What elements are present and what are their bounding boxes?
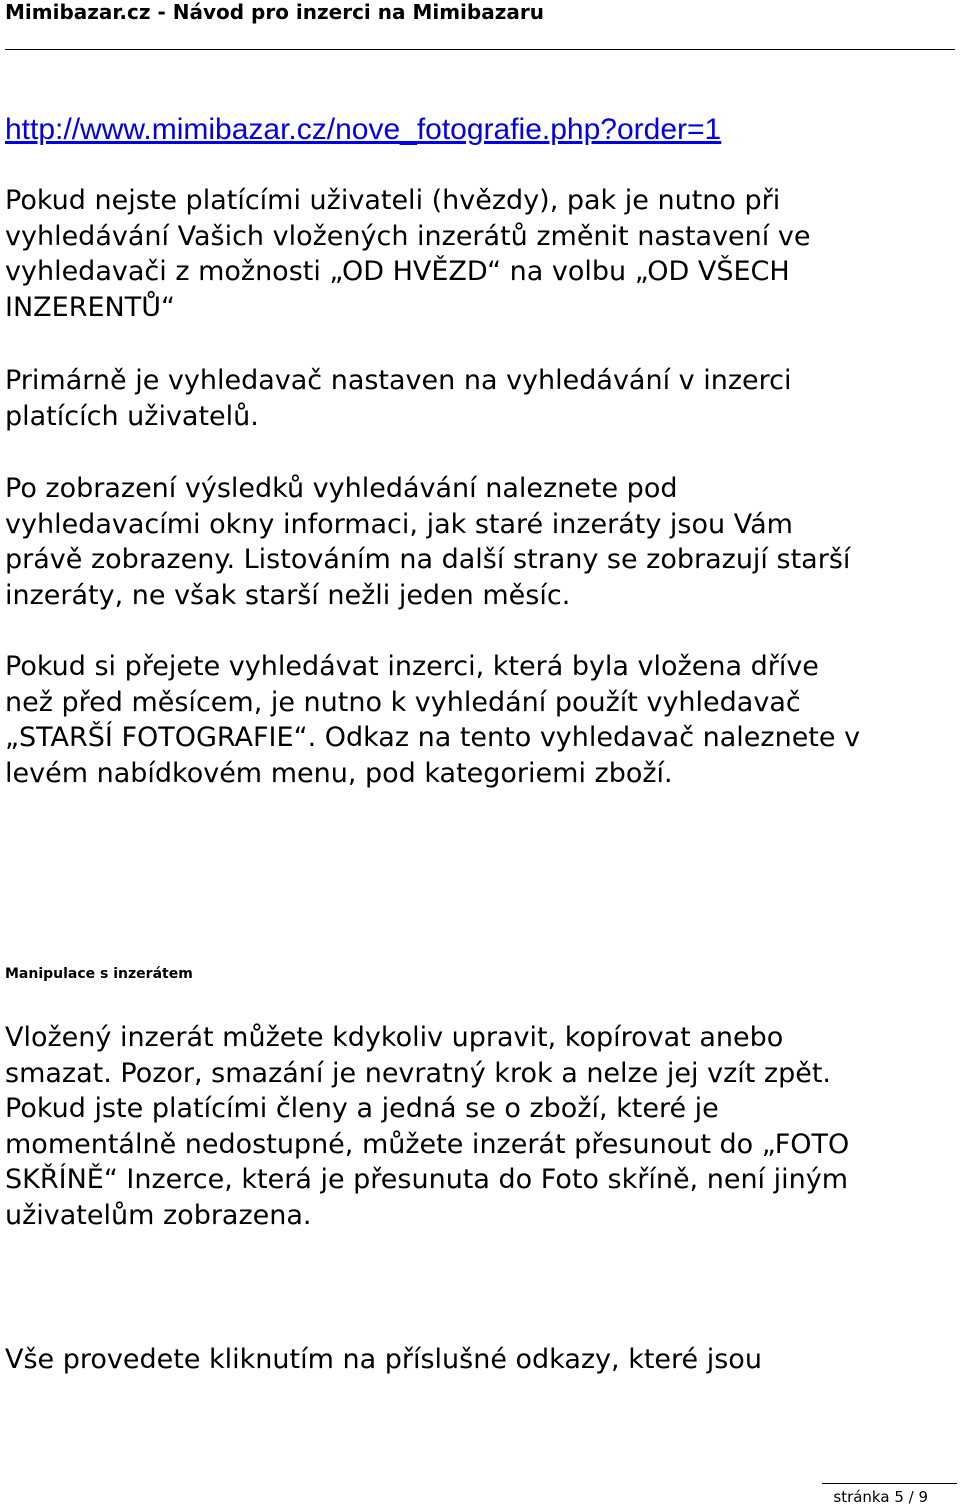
text-line: Pokud si přejete vyhledávat inzerci, která byla vložena dříve <box>5 651 819 682</box>
text-line: „STARŠÍ FOTOGRAFIE“. Odkaz na tento vyhledavač naleznete v <box>5 722 861 754</box>
paragraph-ad-management <box>5 1020 957 1234</box>
header-divider <box>5 49 955 50</box>
text-line: levém nabídkovém menu, pod kategoriemi zboží. <box>5 757 673 789</box>
text-line: INZERENTŮ“ <box>5 291 175 323</box>
section-heading: Manipulace s inzerátem <box>5 966 193 982</box>
text-line: smazat. Pozor, smazání je nevratný krok a nelze jej vzít zpět. <box>5 1057 832 1089</box>
text-line: platících uživatelů. <box>5 400 259 432</box>
paragraph-links-instruction <box>5 1342 957 1378</box>
text-line: vyhledávání Vašich vložených inzerátů změnit nastavení ve <box>5 220 811 252</box>
document-header-title: Mimibazar.cz - Návod pro inzerci na Mimibazaru <box>5 0 544 24</box>
paragraph-default-search <box>5 363 957 434</box>
text-line: uživatelům zobrazena. <box>5 1199 312 1231</box>
text-line: SKŘÍNĚ“ Inzerce, která je přesunuta do Foto skříně, není jiným <box>5 1164 849 1196</box>
text-line: Pokud nejste platícími uživateli (hvězdy), pak je nutno při <box>5 185 781 216</box>
text-line: právě zobrazeny. Listováním na další strany se zobrazují starší <box>5 544 851 576</box>
text-line: než před měsícem, je nutno k vyhledání použít vyhledavač <box>5 686 801 718</box>
text-line: Po zobrazení výsledků vyhledávání naleznete pod <box>5 473 678 504</box>
text-line: vyhledavacími okny informaci, jak staré inzeráty jsou Vám <box>5 508 793 540</box>
paragraph-search-results <box>5 471 957 613</box>
text-line: momentálně nedostupné, můžete inzerát přesunout do „FOTO <box>5 1128 850 1160</box>
text-line: Pokud jste platícími členy a jedná se o zboží, které je <box>5 1093 719 1125</box>
text-line: Primárně je vyhledavač nastaven na vyhledávání v inzerci <box>5 365 792 396</box>
text-line: Vložený inzerát můžete kdykoliv upravit, kopírovat anebo <box>5 1022 784 1053</box>
paragraph-non-paying-users <box>5 183 957 325</box>
text-line: Vše provedete kliknutím na příslušné odkazy, které jsou <box>5 1344 762 1375</box>
new-photos-link[interactable]: http://www.mimibazar.cz/nove_fotografie.php?order=1 <box>5 113 722 146</box>
text-line: inzeráty, ne však starší nežli jeden měsíc. <box>5 579 571 611</box>
page-number: stránka 5 / 9 <box>833 1488 928 1506</box>
paragraph-older-photos <box>5 649 957 791</box>
text-line: vyhledavači z možnosti „OD HVĚZD“ na volbu „OD VŠECH <box>5 256 790 288</box>
footer-divider <box>822 1483 957 1484</box>
